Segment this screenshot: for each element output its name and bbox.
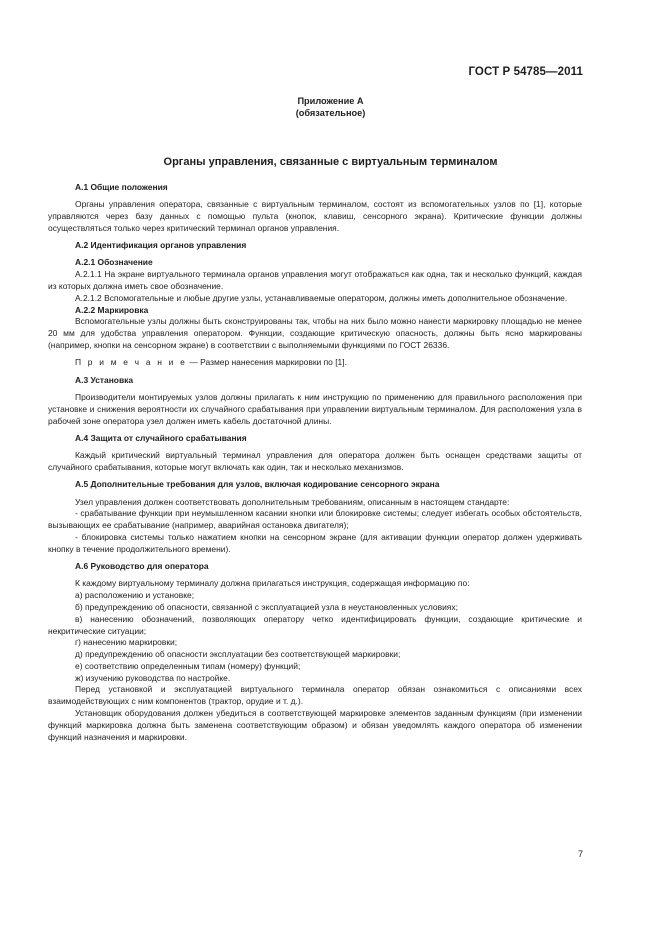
section-a2-2-heading: А.2.2 Маркировка [75, 304, 149, 315]
document-body [48, 182, 582, 743]
section-a1-paragraph: Органы управления оператора, связанные с виртуальным терминалом, состоят из вспомогательных узлов по [1], которые управляются через базу данных с помощью пульта (кнопок, клавиш, сенсорного экрана). Критические функции должны осуществляться только через критический терминал органов управления. [48, 199, 582, 233]
page-number: 7 [577, 849, 583, 859]
section-a2-heading: А.2 Идентификация органов управления [75, 240, 247, 251]
section-a5-bullet-1: - срабатывание функции при неумышленном касании кнопки или блокировке системы; следует избегать особых обстоятельств, вызывающих ее срабатывание (например, аварийная остановка двигателя); [48, 508, 582, 531]
list-item-d: д) предупреждению об опасности эксплуатации без соответствующей маркировки; [75, 649, 401, 660]
section-a5-heading: А.5 Дополнительные требования для узлов, включая кодирование сенсорного экрана [75, 479, 440, 490]
standard-number: ГОСТ Р 54785—2011 [468, 66, 583, 78]
section-a4-paragraph: Каждый критический виртуальный терминал управления для оператора должен быть оснащен средствами защиты от случайного срабатывания, которые могут включать как один, так и несколько механизмов. [48, 450, 582, 472]
note-text: — Размер нанесения маркировки по [1]. [187, 357, 347, 368]
section-a6-heading: А.6 Руководство для оператора [75, 561, 209, 572]
section-a4-heading: А.4 Защита от случайного срабатывания [75, 432, 247, 443]
section-a6-paragraph-2: Перед установкой и эксплуатацией виртуального терминала оператор обязан ознакомиться с описаниями всех взаимодействующих с ним компонентов (трактор, орудие и т. д.). [48, 684, 582, 707]
section-a1-heading: А.1 Общие положения [75, 182, 168, 192]
section-a6-intro: К каждому виртуальному терминалу должна прилагаться инструкция, содержащая информацию по: [75, 578, 470, 589]
list-item-b: б) предупреждению об опасности, связанной с эксплуатацией узла в неустановленных условиях; [75, 601, 458, 612]
annex-status: (обязательное) [295, 108, 366, 118]
list-item-g: г) нанесению маркировки; [75, 637, 178, 648]
section-a3-heading: А.3 Установка [75, 374, 134, 385]
section-a3-paragraph: Производители монтируемых узлов должны прилагать к ним инструкцию по применению для правильного расположения при установке и снижения вероятности их случайного срабатывания при управлении виртуальным терминалом. Для расположения узла в рабочей зоне оператора узел должен иметь кабель достаточной длины. [48, 391, 582, 426]
section-a5-paragraph: Узел управления должен соответствовать дополнительным требованиям, описанным в настоящем стандарте: [75, 496, 510, 507]
note-paragraph [48, 357, 582, 369]
document-title: Органы управления, связанные с виртуальным терминалом [163, 156, 498, 168]
list-item-e: е) соответствию определенным типам (номеру) функций; [75, 660, 301, 671]
list-item-zh: ж) изучению руководства по настройке. [75, 672, 231, 683]
list-item-a: а) расположению и установке; [75, 590, 195, 601]
section-a6-paragraph-3: Установщик оборудования должен убедиться в соответствующей маркировке элементов заданным функциям (при изменении функций маркировка должна быть заменена соответствующим образом) и обязан уведомлять каждого оператора об изменении функций назначения и маркировки. [48, 708, 582, 742]
annex-title: Приложение А [297, 96, 364, 106]
section-a2-2-paragraph: Вспомогательные узлы должны быть сконструированы так, чтобы на них было можно нанести маркировку площадью не менее 20 мм для удобства управления оператором. Функции, создающие критическую опасность, должны быть ясно маркированы (например, кнопки на сенсорном экране) в соответствии с выполняемыми функциями по ГОСТ 26336. [48, 316, 582, 351]
section-a2-1-heading: А.2.1 Обозначение [75, 257, 153, 268]
list-item-v: в) нанесению обозначений, позволяющих оператору четко идентифицировать функции, создающие критические и некритические ситуации; [48, 613, 582, 636]
section-a2-1-1-paragraph: А.2.1.1 На экране виртуального терминала органов управления могут отображаться как одна, так и несколько функций, каждая из которых должна иметь свое обозначение. [48, 269, 582, 292]
note-label: П р и м е ч а н и е [75, 357, 188, 368]
section-a5-bullet-2: - блокировка системы только нажатием кнопки на сенсорном экране (для активации функции оператор должен удерживать кнопку в течение продолжительного времени). [48, 531, 582, 554]
section-a2-1-2-paragraph: А.2.1.2 Вспомогательные и любые другие узлы, устанавливаемые оператором, должны иметь дополнительное обозначение. [75, 292, 568, 303]
